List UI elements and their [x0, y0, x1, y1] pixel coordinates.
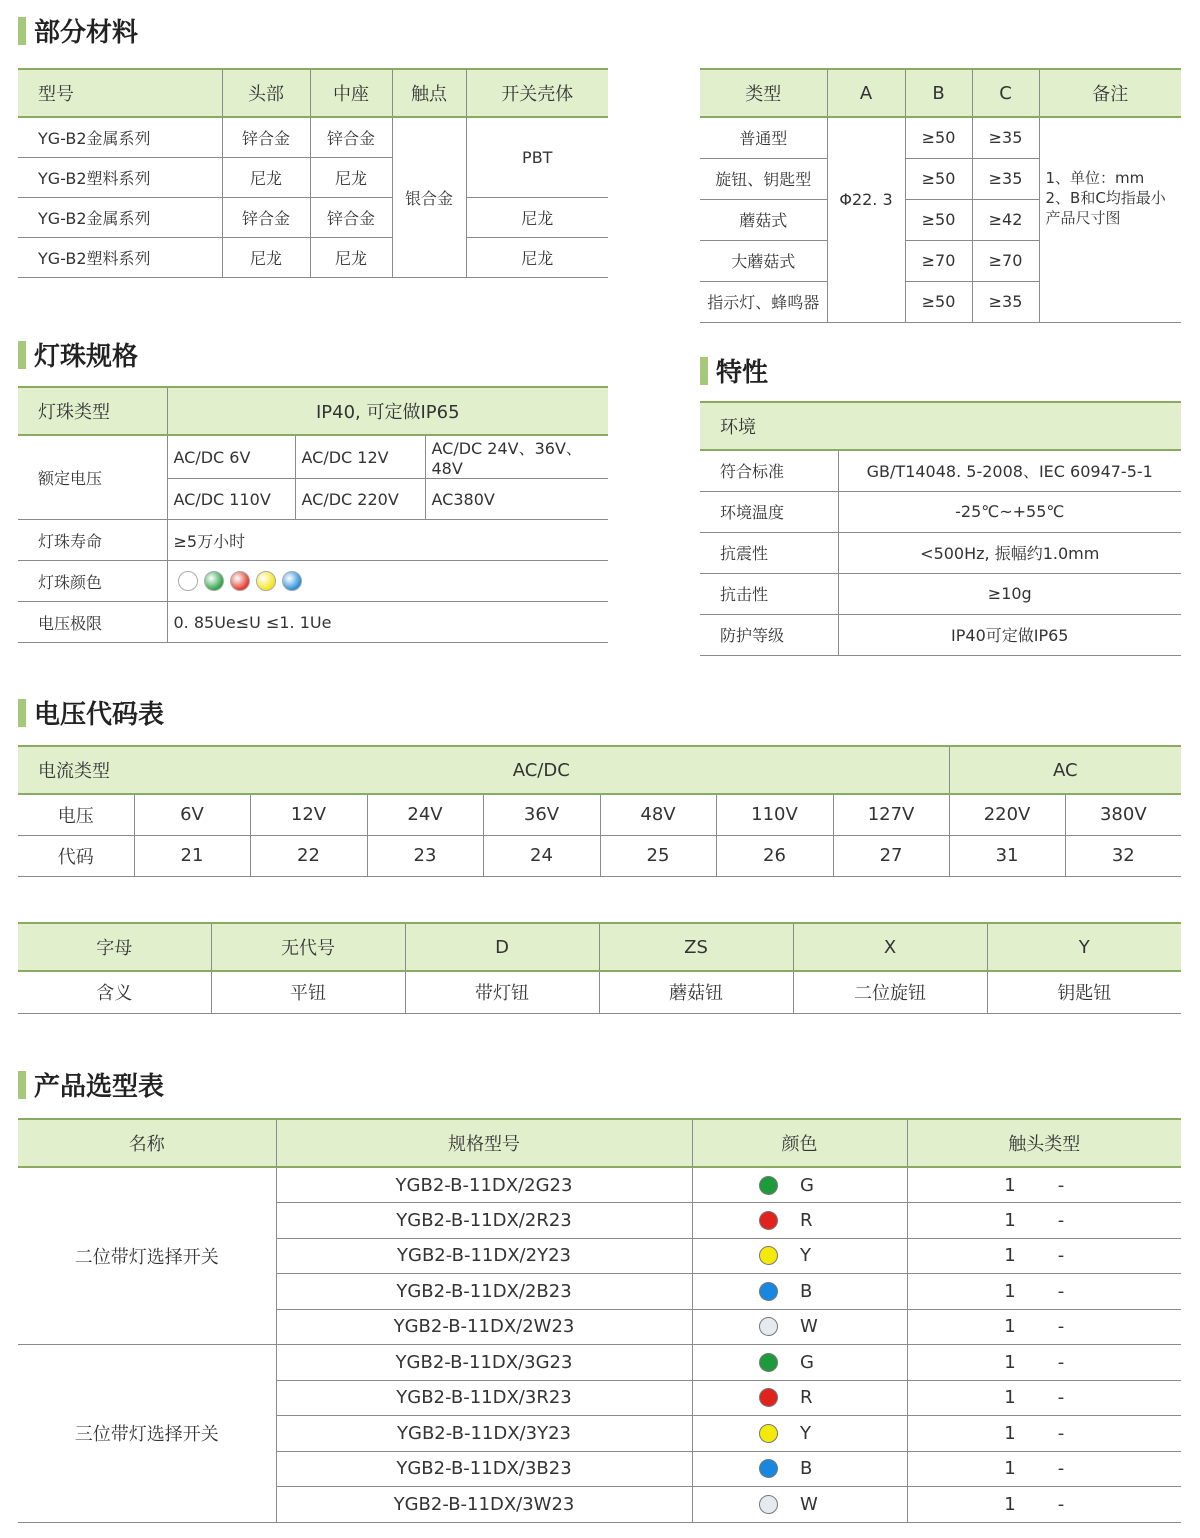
materials-contact: 银合金 [392, 117, 466, 277]
letter-meaning-table [18, 922, 1181, 1014]
code-label: 代码 [18, 835, 134, 876]
dimensions-a: Φ22. 3 [827, 117, 905, 322]
materials-header-contact: 触点 [392, 69, 466, 117]
voltage-value: 380V [1065, 794, 1181, 835]
selection-contact: 1 [1004, 1316, 1016, 1338]
selection-color-cell [697, 1245, 903, 1266]
color-dot-icon [759, 1495, 778, 1514]
selection-contact-cell [912, 1281, 1178, 1302]
yellow-dot-icon [256, 571, 276, 591]
selection-contact-cell [912, 1175, 1178, 1196]
lamp-limit-value: 0. 85Ue≤U ≤1. 1Ue [167, 602, 608, 643]
dimensions-type: 指示灯、蜂鸣器 [700, 281, 827, 322]
lamp-color-cell [167, 561, 608, 602]
letter-meaning: 含义 [18, 971, 211, 1013]
selection-color-letter: R [800, 1387, 813, 1409]
lamp-voltage: AC/DC 24V、36V、48V [425, 435, 608, 479]
letter-header: D [405, 923, 599, 971]
selection-color-letter: B [800, 1458, 813, 1480]
letter-header: Y [987, 923, 1181, 971]
dimensions-b: ≥50 [905, 199, 972, 240]
note-line: 2、B和C均指最小 [1045, 189, 1166, 207]
selection-model: YGB2-B-11DX/3G23 [276, 1345, 692, 1381]
dimensions-b: ≥50 [905, 158, 972, 199]
selection-color-cell [697, 1352, 903, 1373]
dimensions-type: 蘑菇式 [700, 199, 827, 240]
dimensions-header-a: A [827, 69, 905, 117]
lamp-voltage: AC/DC 110V [167, 479, 295, 520]
table-row [700, 117, 1181, 158]
materials-head: 锌合金 [222, 197, 310, 237]
letter-header: 字母 [18, 923, 211, 971]
selection-table [18, 1118, 1181, 1523]
voltage-code-table [18, 745, 1181, 877]
materials-base: 尼龙 [310, 157, 392, 197]
section-title-voltage-codes [18, 694, 164, 731]
lamp-life-value: ≥5万小时 [167, 520, 608, 561]
selection-contact-dash: - [1057, 1245, 1065, 1267]
dimensions-c: ≥35 [972, 158, 1039, 199]
selection-contact-cell [912, 1210, 1178, 1231]
voltage-label: 电压 [18, 794, 134, 835]
green-dot-icon [204, 571, 224, 591]
feature-label: 符合标准 [700, 450, 838, 491]
dimensions-header-type: 类型 [700, 69, 827, 117]
selection-color-letter: Y [800, 1422, 811, 1444]
selection-color-cell [697, 1387, 903, 1408]
selection-contact: 1 [1004, 1280, 1016, 1302]
selection-contact-dash: - [1057, 1422, 1065, 1444]
table-row [18, 237, 608, 277]
voltage-value: 12V [250, 794, 367, 835]
table-row [18, 1167, 1181, 1203]
feature-label: 抗击性 [700, 573, 838, 614]
selection-contact-cell [912, 1458, 1178, 1479]
dimensions-note [1039, 117, 1181, 322]
selection-color-cell [697, 1423, 903, 1444]
selection-color-letter: G [800, 1174, 814, 1196]
color-dot-icon [759, 1211, 778, 1230]
selection-color-letter: W [800, 1316, 818, 1338]
selection-color-letter: Y [800, 1245, 811, 1267]
selection-contact-dash: - [1057, 1387, 1065, 1409]
selection-color-letter: G [800, 1351, 814, 1373]
color-dot-icon [759, 1282, 778, 1301]
code-value: 27 [833, 835, 949, 876]
materials-shell: 尼龙 [466, 237, 608, 277]
selection-contact-cell [912, 1494, 1178, 1515]
letter-meaning: 钥匙钮 [987, 971, 1181, 1013]
materials-header-shell: 开关壳体 [466, 69, 608, 117]
table-row [18, 923, 1181, 971]
selection-color-cell [697, 1281, 903, 1302]
code-value: 32 [1065, 835, 1181, 876]
selection-model: YGB2-B-11DX/3B23 [276, 1451, 692, 1487]
selection-model: YGB2-B-11DX/2W23 [276, 1309, 692, 1345]
features-title: 特性 [716, 358, 769, 388]
selection-contact-cell [912, 1387, 1178, 1408]
dimensions-header-note: 备注 [1039, 69, 1181, 117]
selection-contact-dash: - [1057, 1493, 1065, 1515]
title-bar [700, 357, 708, 385]
selection-color-cell [697, 1458, 903, 1479]
selection-model: YGB2-B-11DX/2G23 [276, 1167, 692, 1203]
table-row [700, 491, 1181, 532]
feature-value: ≥10g [838, 573, 1181, 614]
table-row [700, 450, 1181, 491]
table-row [18, 602, 608, 643]
table-row [18, 117, 608, 157]
lamp-life-label: 灯珠寿命 [18, 520, 167, 561]
materials-title: 部分材料 [34, 18, 139, 48]
selection-model: YGB2-B-11DX/2R23 [276, 1203, 692, 1239]
color-dot-icon [759, 1353, 778, 1372]
voltage-value: 24V [367, 794, 483, 835]
color-dot-icon [759, 1388, 778, 1407]
letter-meaning: 平钮 [211, 971, 405, 1013]
title-bar [18, 699, 26, 727]
lamp-table [18, 386, 608, 643]
code-value: 24 [483, 835, 600, 876]
selection-color-cell [697, 1175, 903, 1196]
materials-head: 锌合金 [222, 117, 310, 157]
features-header: 环境 [700, 402, 1181, 450]
lamp-type-value: IP40, 可定做IP65 [167, 387, 608, 435]
voltage-value: 48V [600, 794, 716, 835]
materials-head: 尼龙 [222, 157, 310, 197]
selection-contact-cell [912, 1352, 1178, 1373]
table-row [18, 387, 608, 435]
selection-contact-dash: - [1057, 1174, 1065, 1196]
table-row [700, 614, 1181, 655]
section-title-materials [18, 12, 138, 49]
note-line: 产品尺寸图 [1045, 209, 1121, 227]
code-value: 22 [250, 835, 367, 876]
materials-base: 锌合金 [310, 117, 392, 157]
selection-contact: 1 [1004, 1351, 1016, 1373]
selection-contact: 1 [1004, 1245, 1016, 1267]
acdc-label: AC/DC [134, 746, 949, 794]
lamp-voltage: AC/DC 220V [295, 479, 425, 520]
selection-contact-cell [912, 1423, 1178, 1444]
code-value: 23 [367, 835, 483, 876]
color-dot-icon [759, 1246, 778, 1265]
selection-model: YGB2-B-11DX/2Y23 [276, 1238, 692, 1274]
feature-label: 环境温度 [700, 491, 838, 532]
color-dot-icon [759, 1424, 778, 1443]
dimensions-type: 旋钮、钥匙型 [700, 158, 827, 199]
lamp-color-label: 灯珠颜色 [18, 561, 167, 602]
lamp-color-dots [172, 571, 605, 591]
selection-group-name: 三位带灯选择开关 [18, 1345, 276, 1523]
selection-color-letter: R [800, 1209, 813, 1231]
selection-contact-cell [912, 1245, 1178, 1266]
dimensions-header-c: C [972, 69, 1039, 117]
selection-color-cell [697, 1494, 903, 1515]
selection-contact-dash: - [1057, 1316, 1065, 1338]
lamp-voltage: AC380V [425, 479, 608, 520]
selection-contact-cell [912, 1316, 1178, 1337]
color-dot-icon [759, 1459, 778, 1478]
materials-header-base: 中座 [310, 69, 392, 117]
dimensions-c: ≥70 [972, 240, 1039, 281]
selection-color-cell [697, 1316, 903, 1337]
table-row [18, 1345, 1181, 1381]
materials-base: 锌合金 [310, 197, 392, 237]
lamp-type-label: 灯珠类型 [18, 387, 167, 435]
section-title-selection [18, 1066, 164, 1103]
selection-model: YGB2-B-11DX/2B23 [276, 1274, 692, 1310]
title-bar [18, 17, 26, 45]
voltage-codes-title: 电压代码表 [34, 700, 165, 730]
selection-title: 产品选型表 [34, 1072, 165, 1102]
code-value: 26 [716, 835, 833, 876]
lamp-title: 灯珠规格 [34, 342, 139, 372]
lamp-voltage-label: 额定电压 [18, 435, 167, 520]
selection-header: 触头类型 [907, 1119, 1181, 1167]
blue-dot-icon [282, 571, 302, 591]
selection-header: 颜色 [692, 1119, 907, 1167]
selection-header: 规格型号 [276, 1119, 692, 1167]
selection-contact-dash: - [1057, 1351, 1065, 1373]
table-row [18, 520, 608, 561]
lamp-voltage: AC/DC 6V [167, 435, 295, 479]
feature-value: <500Hz, 振幅约1.0mm [838, 532, 1181, 573]
voltage-value: 110V [716, 794, 833, 835]
dimensions-c: ≥35 [972, 117, 1039, 158]
selection-contact: 1 [1004, 1387, 1016, 1409]
materials-shell: 尼龙 [466, 197, 608, 237]
lamp-voltage: AC/DC 12V [295, 435, 425, 479]
selection-model: YGB2-B-11DX/3W23 [276, 1487, 692, 1523]
code-value: 25 [600, 835, 716, 876]
dimensions-header-b: B [905, 69, 972, 117]
table-row [700, 573, 1181, 614]
materials-model: YG-B2塑料系列 [18, 157, 222, 197]
voltage-value: 220V [949, 794, 1065, 835]
selection-group-name: 二位带灯选择开关 [18, 1167, 276, 1345]
table-row [18, 435, 608, 479]
selection-contact: 1 [1004, 1209, 1016, 1231]
selection-model: YGB2-B-11DX/3Y23 [276, 1416, 692, 1452]
section-title-lamp [18, 336, 138, 373]
selection-color-letter: B [800, 1280, 813, 1302]
letter-header: ZS [599, 923, 793, 971]
selection-contact: 1 [1004, 1493, 1016, 1515]
selection-contact-dash: - [1057, 1209, 1065, 1231]
dimensions-type: 普通型 [700, 117, 827, 158]
selection-color-cell [697, 1210, 903, 1231]
lamp-limit-label: 电压极限 [18, 602, 167, 643]
table-row [18, 561, 608, 602]
table-row [700, 402, 1181, 450]
feature-value: -25℃~+55℃ [838, 491, 1181, 532]
materials-model: YG-B2金属系列 [18, 197, 222, 237]
code-value: 21 [134, 835, 250, 876]
color-dot-icon [759, 1317, 778, 1336]
white-dot-icon [178, 571, 198, 591]
materials-base: 尼龙 [310, 237, 392, 277]
table-row [18, 746, 1181, 794]
voltage-value: 6V [134, 794, 250, 835]
dimensions-b: ≥50 [905, 117, 972, 158]
title-bar [18, 341, 26, 369]
code-value: 31 [949, 835, 1065, 876]
letter-meaning: 蘑菇钮 [599, 971, 793, 1013]
materials-model: YG-B2塑料系列 [18, 237, 222, 277]
materials-head: 尼龙 [222, 237, 310, 277]
feature-value: IP40可定做IP65 [838, 614, 1181, 655]
dimensions-c: ≥42 [972, 199, 1039, 240]
voltage-value: 127V [833, 794, 949, 835]
table-row [18, 794, 1181, 835]
selection-contact-dash: - [1057, 1280, 1065, 1302]
letter-header: 无代号 [211, 923, 405, 971]
voltage-value: 36V [483, 794, 600, 835]
materials-header-model: 型号 [18, 69, 222, 117]
note-line: 1、单位：mm [1045, 169, 1145, 187]
materials-model: YG-B2金属系列 [18, 117, 222, 157]
letter-header: X [793, 923, 987, 971]
selection-contact: 1 [1004, 1458, 1016, 1480]
materials-header-head: 头部 [222, 69, 310, 117]
selection-color-letter: W [800, 1493, 818, 1515]
selection-model: YGB2-B-11DX/3R23 [276, 1380, 692, 1416]
ac-label: AC [949, 746, 1181, 794]
table-row [18, 971, 1181, 1013]
materials-shell-merged: PBT [466, 117, 608, 197]
table-row [18, 835, 1181, 876]
selection-contact-dash: - [1057, 1458, 1065, 1480]
red-dot-icon [230, 571, 250, 591]
features-table [700, 401, 1181, 656]
selection-contact: 1 [1004, 1422, 1016, 1444]
table-row [700, 532, 1181, 573]
feature-label: 抗震性 [700, 532, 838, 573]
feature-value: GB/T14048. 5-2008、IEC 60947-5-1 [838, 450, 1181, 491]
color-dot-icon [759, 1176, 778, 1195]
feature-label: 防护等级 [700, 614, 838, 655]
title-bar [18, 1071, 26, 1099]
section-title-features [700, 352, 768, 389]
dimensions-b: ≥50 [905, 281, 972, 322]
letter-meaning: 带灯钮 [405, 971, 599, 1013]
current-type-label: 电流类型 [18, 746, 134, 794]
dimensions-c: ≥35 [972, 281, 1039, 322]
letter-meaning: 二位旋钮 [793, 971, 987, 1013]
table-row [18, 197, 608, 237]
dimensions-table [700, 68, 1181, 323]
dimensions-type: 大蘑菇式 [700, 240, 827, 281]
dimensions-b: ≥70 [905, 240, 972, 281]
selection-contact: 1 [1004, 1174, 1016, 1196]
selection-header: 名称 [18, 1119, 276, 1167]
materials-table [18, 68, 608, 278]
